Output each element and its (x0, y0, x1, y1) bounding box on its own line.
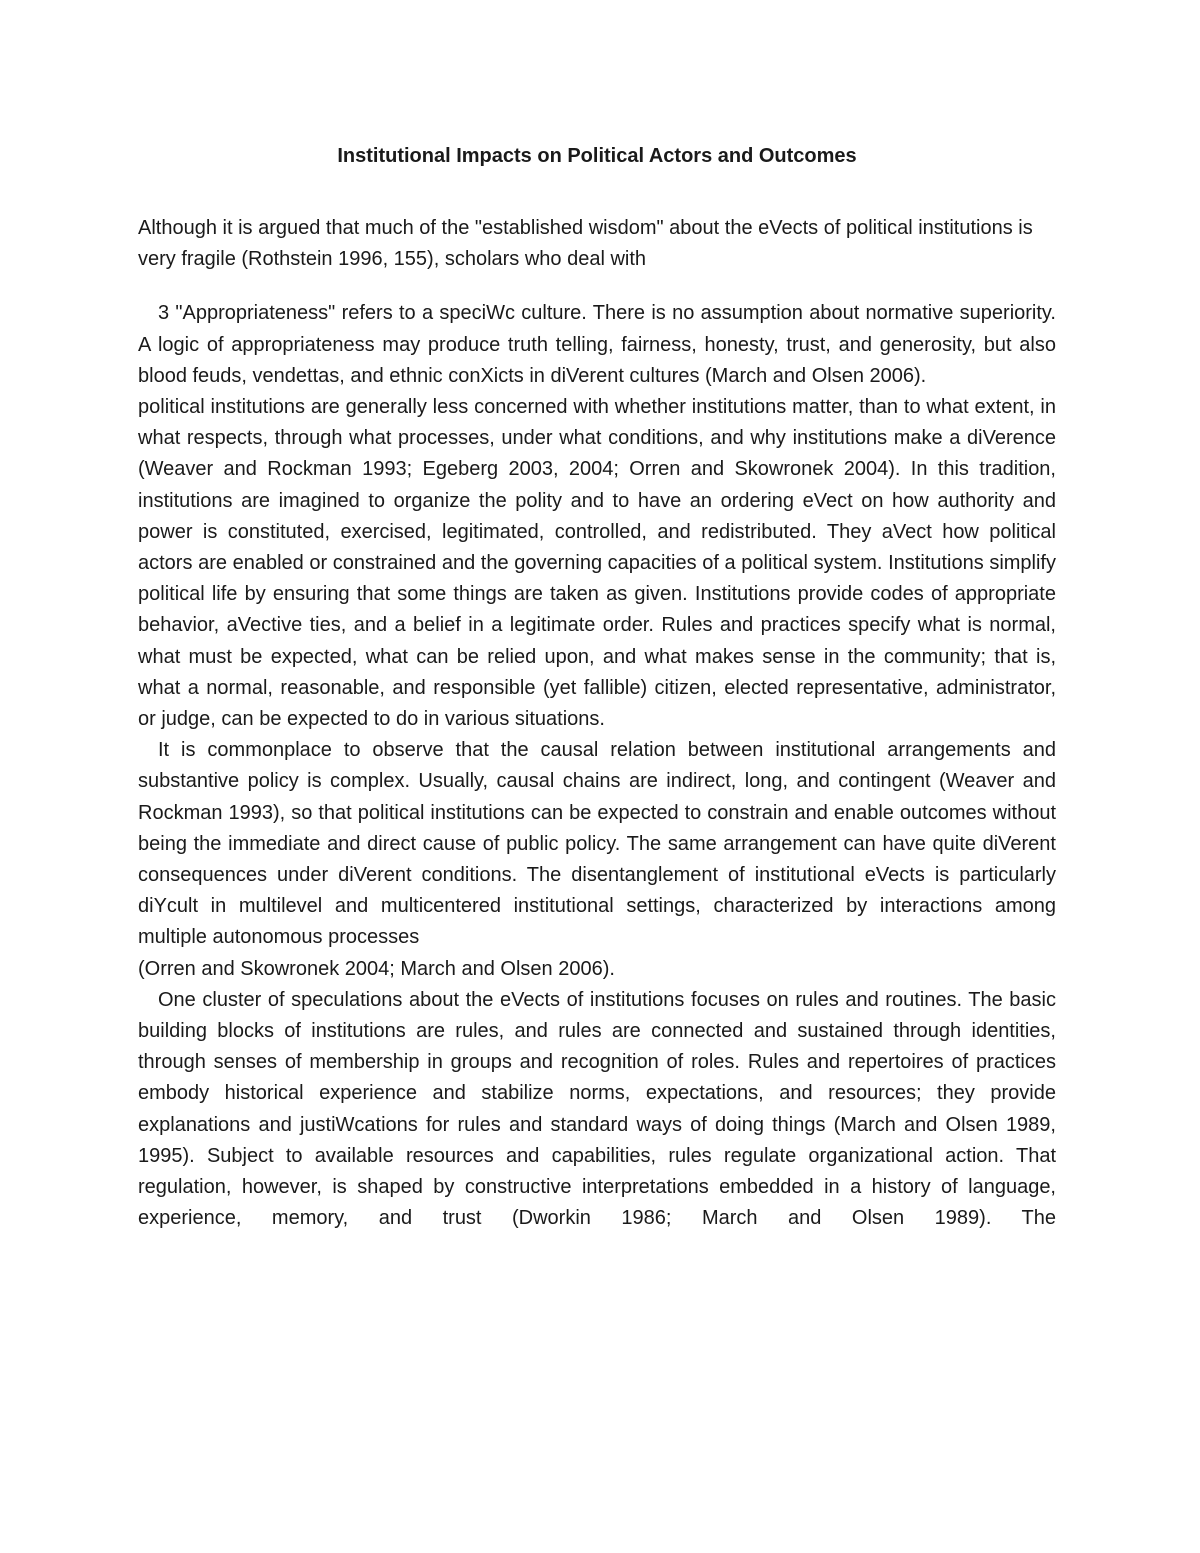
paragraph-institutions: political institutions are generally less concerned with whether institutions matter, than to what extent, in what respects, through what processes, under what conditions, and why institutions make a diVerence (Weaver and Rockman 1993; Egeberg 2003, 2004; Orren and Skowronek 2004). In this tradition, institutions are imagined to organize the polity and to have an ordering eVect on how authority and power is constituted, exercised, legitimated, controlled, and redistributed. They aVect how political actors are enabled or constrained and the governing capacities of a political system. Institutions simplify political life by ensuring that some things are taken as given. Institutions provide codes of appropriate behavior, aVective ties, and a belief in a legitimate order. Rules and practices specify what is normal, what must be expected, what can be relied upon, and what makes sense in the community; that is, what a normal, reasonable, and responsible (yet fallible) citizen, elected representative, administrator, or judge, can be expected to do in various situations. (138, 396, 1056, 731)
paragraph-causal-relation: It is commonplace to observe that the causal relation between institutional arrangements and substantive policy is complex. Usually, causal chains are indirect, long, and contingent (Weaver and Rockman 1993), so that political institutions can be expected to constrain and enable outcomes without being the immediate and direct cause of public policy. The same arrangement can have quite diVerent consequences under diVerent conditions. The disentanglement of institutional eVects is particularly diYcult in multilevel and multicentered institutional settings, characterized by interactions among multiple autonomous processes (138, 739, 1056, 949)
paragraph-footnote: 3 "Appropriateness" refers to a speciWc culture. There is no assumption about normative superiority. A logic of appropriateness may produce truth telling, fairness, honesty, trust, and generosity, but also blood feuds, vendettas, and ethnic conXicts in diVerent cultures (March and Olsen 2006). (138, 302, 1056, 387)
page-title: Institutional Impacts on Political Actors and Outcomes (337, 145, 857, 167)
paragraph-rules-routines: One cluster of speculations about the eVects of institutions focuses on rules and routines. The basic building blocks of institutions are rules, and rules are connected and sustained through identities, through senses of membership in groups and recognition of roles. Rules and repertoires of practices embody historical experience and stabilize norms, expectations, and resources; they provide explanations and justiWcations for rules and standard ways of doing things (March and Olsen 1989, 1995). Subject to available resources and capabilities, rules regulate organizational action. That regulation, however, is shaped by constructive interpretations embedded in a history of language, experience, memory, and trust (Dworkin 1986; March and Olsen 1989). The (138, 988, 1056, 1230)
document-body (138, 213, 1056, 1235)
paragraph-citation: (Orren and Skowronek 2004; March and Olsen 2006). (138, 957, 615, 980)
paragraph-intro: Although it is argued that much of the "established wisdom" about the eVects of political institutions is very fragile (Rothstein 1996, 155), scholars who deal with (138, 217, 1033, 271)
